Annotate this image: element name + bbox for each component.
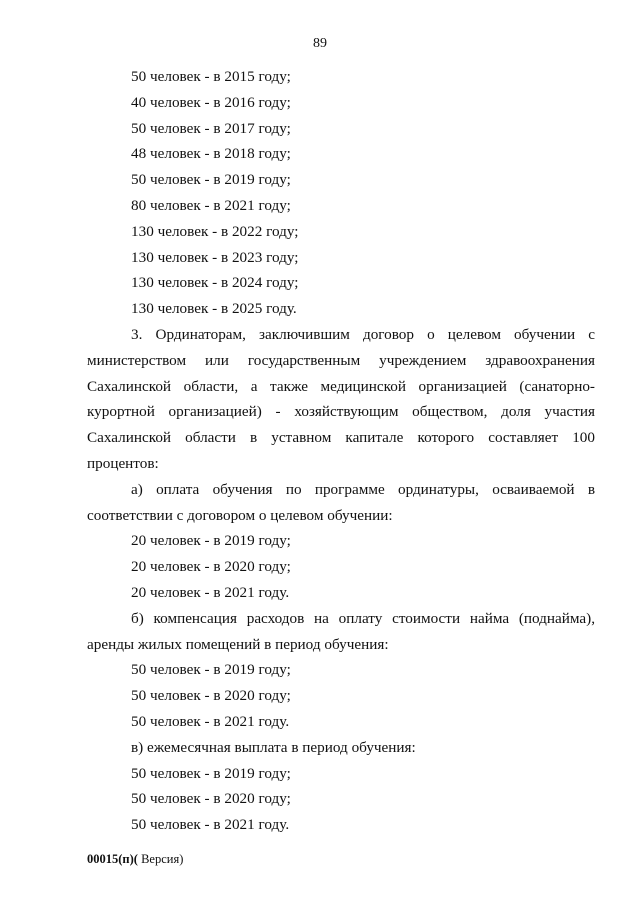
list-item: 50 человек - в 2019 году; — [131, 764, 291, 782]
list-item: 20 человек - в 2019 году; — [131, 532, 291, 550]
list-item: 50 человек - в 2020 году; — [131, 687, 291, 705]
paragraph-3: 3. Ординаторам, заключившим договор о целевом обучении с министерством или государственным учреждением здравоохранения Сахалинской области, а также медицинской организацией (санаторно-курортной организацией) - хозяйствующим обществом, доля участия Сахалинской области в уставном капитале которого составляет 100 процентов: — [87, 325, 595, 472]
footer-code: 00015(п)( — [87, 852, 138, 866]
list-item: 20 человек - в 2021 году. — [131, 583, 290, 601]
item-b: б) компенсация расходов на оплату стоимости найма (поднайма), аренды жилых помещений в период обучения: — [87, 609, 595, 653]
list-item: 80 человек - в 2021 году; — [131, 196, 291, 214]
list-item: 50 человек - в 2019 году; — [131, 661, 291, 679]
list-item: 40 человек - в 2016 году; — [131, 93, 291, 111]
list-item: 50 человек - в 2019 году; — [131, 171, 291, 189]
page-number: 89 — [313, 36, 327, 51]
list-item: 20 человек - в 2020 году; — [131, 558, 291, 576]
list-item: 50 человек - в 2020 году; — [131, 790, 291, 808]
list-item: 130 человек - в 2025 году. — [131, 300, 297, 318]
list-item: 50 человек - в 2021 году. — [131, 712, 290, 730]
list-item: 48 человек - в 2018 году; — [131, 145, 291, 163]
list-item: 130 человек - в 2022 году; — [131, 222, 299, 240]
footer-version: Версия) — [137, 852, 184, 866]
list-item: 50 человек - в 2017 году; — [131, 119, 291, 137]
document-body — [87, 64, 595, 838]
item-a: а) оплата обучения по программе ординатуры, осваиваемой в соответствии с договором о целевом обучении: — [87, 480, 595, 524]
list-item: 130 человек - в 2023 году; — [131, 248, 299, 266]
item-c: в) ежемесячная выплата в период обучения: — [131, 738, 416, 756]
list-item: 130 человек - в 2024 году; — [131, 274, 299, 292]
list-item: 50 человек - в 2021 году. — [131, 816, 290, 834]
document-footer — [87, 852, 183, 867]
list-item: 50 человек - в 2015 году; — [131, 68, 291, 85]
